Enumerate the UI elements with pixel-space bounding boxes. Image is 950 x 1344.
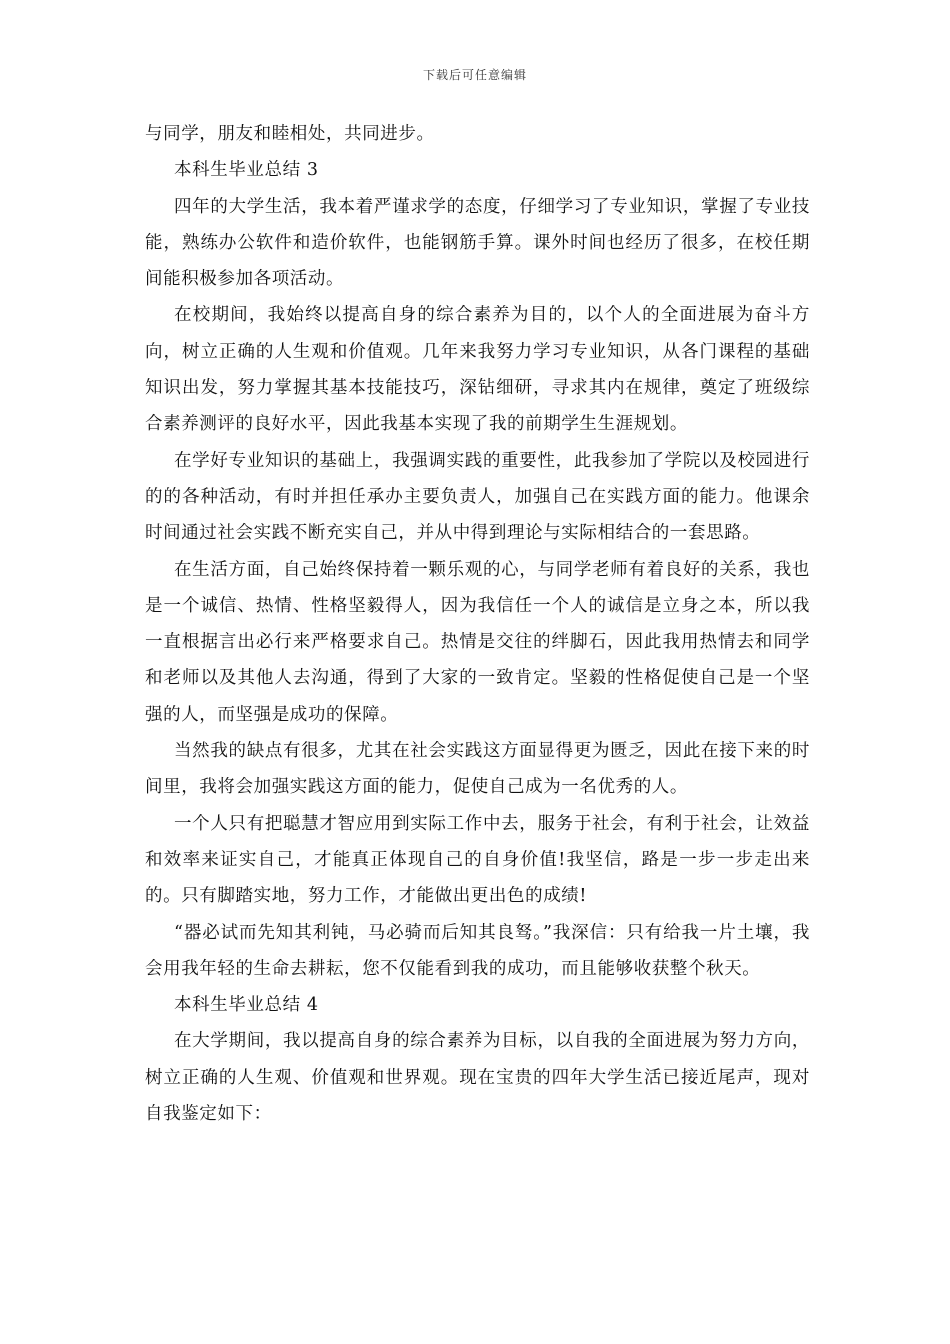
paragraph-continuation: 与同学，朋友和睦相处，共同进步。	[145, 124, 435, 144]
paragraph: 一个人只有把聪慧才智应用到实际工作中去，服务于社会，有利于社会，让效益和效率来证实自己，才能真正体现自己的自身价值!我坚信，路是一步一步走出来的。只有脚踏实地，努力工作，才能做出更出色的成绩!	[145, 813, 810, 907]
paragraph: 在生活方面，自己始终保持着一颗乐观的心，与同学老师有着良好的关系，我也是一个诚信、热情、性格坚毅得人，因为我信任一个人的诚信是立身之本，所以我一直根据言出必行来严格要求自己。热情是交往的绊脚石，因此我用热情去和同学和老师以及其他人去沟通，得到了大家的一致肯定。坚毅的性格促使自己是一个坚强的人，而坚强是成功的保障。	[145, 559, 810, 725]
paragraph: 在校期间，我始终以提高自身的综合素养为目的，以个人的全面进展为奋斗方向，树立正确的人生观和价值观。几年来我努力学习专业知识，从各门课程的基础知识出发，努力掌握其基本技能技巧，深钻细研，寻求其内在规律，奠定了班级综合素养测评的良好水平，因此我基本实现了我的前期学生生涯规划。	[145, 305, 810, 435]
document-body	[145, 116, 810, 1132]
paragraph: 四年的大学生活，我本着严谨求学的态度，仔细学习了专业知识，掌握了专业技能，熟练办公软件和造价软件，也能钢筋手算。课外时间也经历了很多，在校任期间能积极参加各项活动。	[145, 196, 810, 290]
paragraph: “器必试而先知其利钝，马必骑而后知其良驽。”我深信：只有给我一片土壤，我会用我年轻的生命去耕耘，您不仅能看到我的成功，而且能够收获整个秋天。	[145, 922, 810, 979]
paragraph: 在大学期间，我以提高自身的综合素养为目标，以自我的全面进展为努力方向，树立正确的人生观、价值观和世界观。现在宝贵的四年大学生活已接近尾声，现对自我鉴定如下：	[145, 1031, 810, 1125]
section-heading-3: 本科生毕业总结 3	[174, 160, 319, 181]
header-note: 下载后可任意编辑	[422, 68, 527, 82]
paragraph: 在学好专业知识的基础上，我强调实践的重要性，此我参加了学院以及校园进行的的各种活动，有时并担任承办主要负责人，加强自己在实践方面的能力。他课余时间通过社会实践不断充实自己，并从中得到理论与实际相结合的一套思路。	[145, 450, 810, 544]
paragraph: 当然我的缺点有很多，尤其在社会实践这方面显得更为匮乏，因此在接下来的时间里，我将会加强实践这方面的能力，促使自己成为一名优秀的人。	[145, 741, 810, 798]
section-heading-4: 本科生毕业总结 4	[174, 995, 319, 1016]
